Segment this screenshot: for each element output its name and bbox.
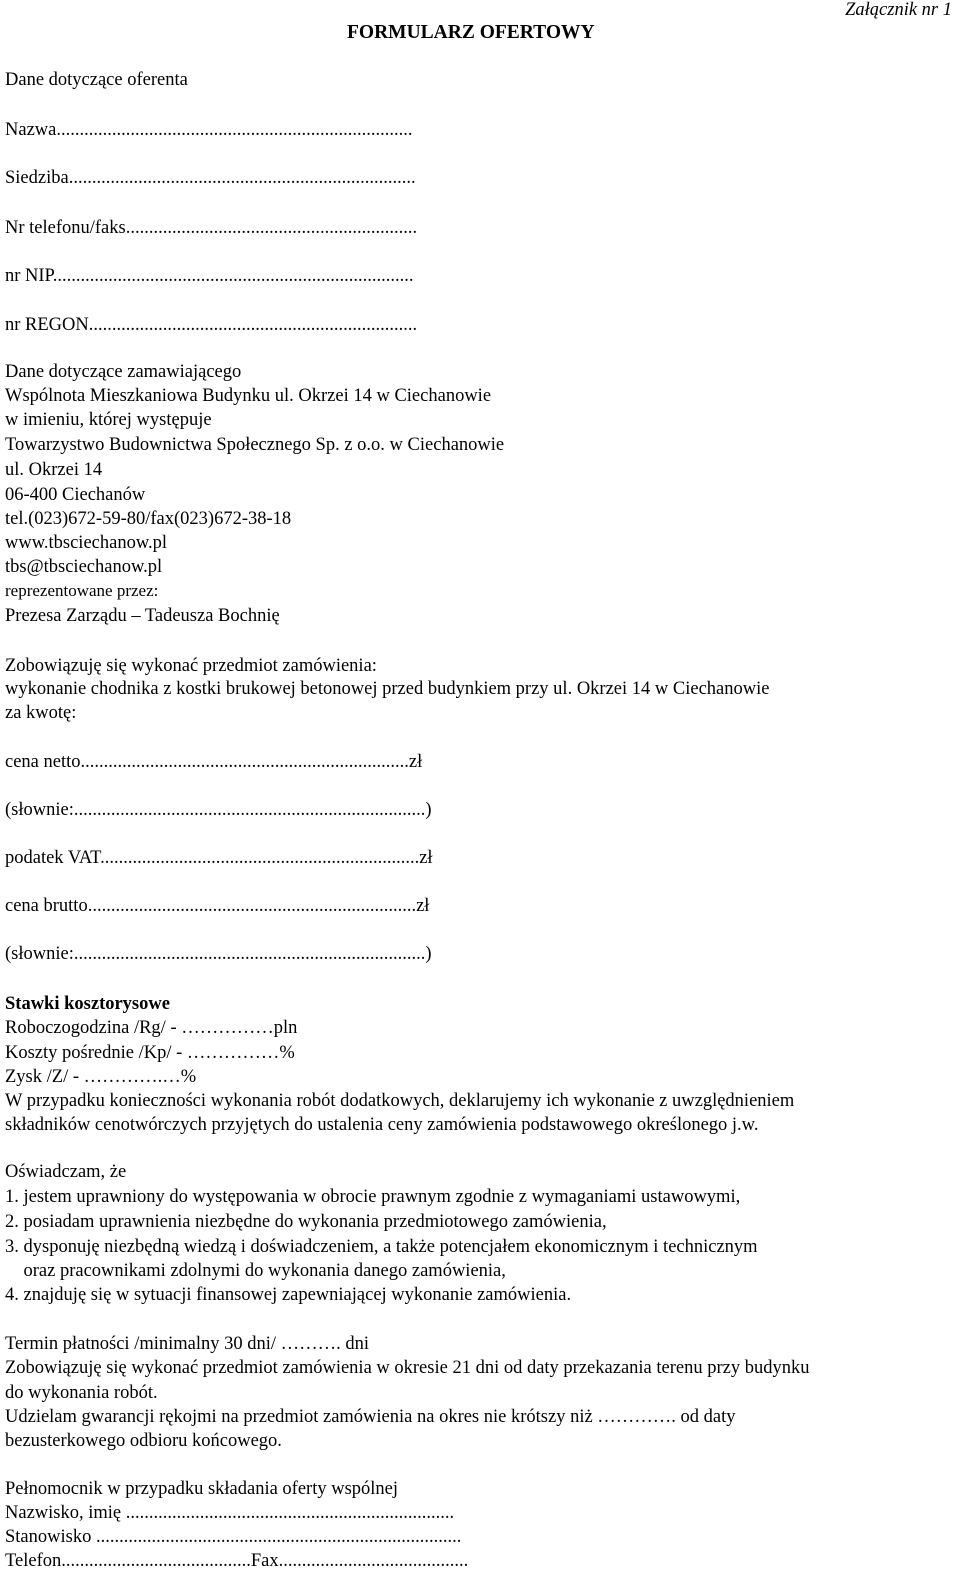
extra-works-line-1: W przypadku konieczności wykonania robót dodatkowych, deklarujemy ich wykonanie z uwzględnieniem bbox=[5, 1091, 795, 1111]
rate-labour: Roboczogodzina /Rg/ - ……………pln bbox=[5, 1018, 298, 1038]
orderer-line-1: Wspólnota Mieszkaniowa Budynku ul. Okrzei 14 w Ciechanowie bbox=[5, 386, 492, 406]
deadline-line-1: Zobowiązuję się wykonać przedmiot zamówienia w okresie 21 dni od daty przekazania terenu przy budynku bbox=[5, 1358, 810, 1378]
orderer-line-5: 06-400 Ciechanów bbox=[5, 485, 146, 505]
payment-term: Termin płatności /minimalny 30 dni/ ………. dni bbox=[5, 1334, 370, 1354]
declaration-item-4: 4. znajduję się w sytuacji finansowej zapewniającej wykonanie zamówienia. bbox=[5, 1285, 572, 1305]
bidder-name-field: Nazwa............................................................................. bbox=[5, 120, 413, 140]
declaration-item-3a: 3. dysponuję niezbędną wiedzą i doświadczeniem, a także potencjałem ekonomicznym i technicznym bbox=[5, 1237, 758, 1257]
proxy-position-field: Stanowisko ............................................................................... bbox=[5, 1527, 462, 1547]
bidder-heading: Dane dotyczące oferenta bbox=[5, 70, 188, 90]
gross-price-field: cena brutto.......................................................................zł bbox=[5, 896, 430, 916]
orderer-line-9: reprezentowane przez: bbox=[5, 581, 159, 600]
orderer-email: tbs@tbsciechanow.pl bbox=[5, 557, 163, 577]
proxy-heading: Pełnomocnik w przypadku składania oferty wspólnej bbox=[5, 1479, 399, 1499]
rate-profit: Zysk /Z/ - ………….…% bbox=[5, 1067, 197, 1087]
proxy-phone-fax-field: Telefon.........................................Fax......................................... bbox=[5, 1551, 469, 1571]
deadline-line-2: do wykonania robót. bbox=[5, 1383, 158, 1403]
commit-heading: Zobowiązuję się wykonać przedmiot zamówienia: bbox=[5, 656, 377, 676]
declaration-item-3b: oraz pracownikami zdolnymi do wykonania danego zamówienia, bbox=[5, 1261, 506, 1281]
declaration-item-1: 1. jestem uprawniony do występowania w obrocie prawnym zgodnie z wymaganiami ustawowymi, bbox=[5, 1187, 741, 1207]
bidder-regon-field: nr REGON....................................................................... bbox=[5, 315, 418, 335]
orderer-line-3: Towarzystwo Budownictwa Społecznego Sp. z o.o. w Ciechanowie bbox=[5, 435, 505, 455]
orderer-heading: Dane dotyczące zamawiającego bbox=[5, 362, 242, 382]
declaration-item-2: 2. posiadam uprawnienia niezbędne do wykonania przedmiotowego zamówienia, bbox=[5, 1212, 607, 1232]
gross-price-words-field: (słownie:............................................................................) bbox=[5, 944, 432, 964]
bidder-nip-field: nr NIP.............................................................................. bbox=[5, 266, 414, 286]
orderer-website: www.tbsciechanow.pl bbox=[5, 533, 168, 553]
net-price-field: cena netto.......................................................................zł bbox=[5, 752, 423, 772]
vat-field: podatek VAT.....................................................................zł bbox=[5, 848, 433, 868]
warranty-line-1: Udzielam gwarancji rękojmi na przedmiot zamówienia na okres nie krótszy niż …………. od daty bbox=[5, 1407, 736, 1427]
declaration-heading: Oświadczam, że bbox=[5, 1162, 127, 1182]
net-price-words-field: (słownie:............................................................................) bbox=[5, 800, 432, 820]
orderer-line-6: tel.(023)672-59-80/fax(023)672-38-18 bbox=[5, 509, 292, 529]
annex-label: Załącznik nr 1 bbox=[845, 0, 952, 20]
orderer-line-10: Prezesa Zarządu – Tadeusza Bochnię bbox=[5, 606, 280, 626]
form-title: FORMULARZ OFERTOWY bbox=[347, 22, 595, 43]
warranty-line-2: bezusterkowego odbioru końcowego. bbox=[5, 1431, 282, 1451]
order-scope: wykonanie chodnika z kostki brukowej betonowej przed budynkiem przy ul. Okrzei 14 w Ciechanowie bbox=[5, 679, 770, 699]
orderer-line-2: w imieniu, której występuje bbox=[5, 410, 212, 430]
extra-works-line-2: składników cenotwórczych przyjętych do ustalenia ceny zamówienia podstawowego określonego j.w. bbox=[5, 1115, 759, 1135]
rates-heading: Stawki kosztorysowe bbox=[5, 994, 170, 1014]
for-amount-label: za kwotę: bbox=[5, 703, 77, 723]
proxy-name-field: Nazwisko, imię ....................................................................... bbox=[5, 1503, 455, 1523]
orderer-line-4: ul. Okrzei 14 bbox=[5, 460, 103, 480]
bidder-seat-field: Siedziba........................................................................... bbox=[5, 168, 416, 188]
bidder-phone-field: Nr telefonu/faks............................................................... bbox=[5, 218, 418, 238]
rate-overhead: Koszty pośrednie /Kp/ - ……………% bbox=[5, 1043, 295, 1063]
